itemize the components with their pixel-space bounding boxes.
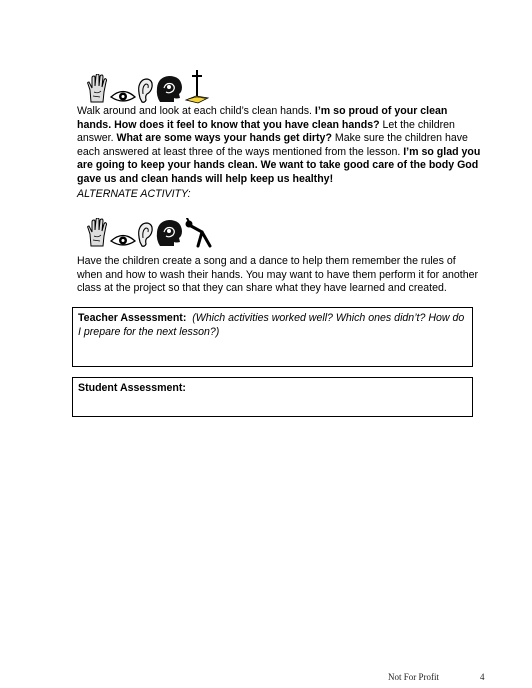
- para1-segment: Make sure the children have each answered at least three of the ways mentioned from the lesson.: [77, 132, 468, 158]
- activity-icons-row-1: [86, 68, 210, 104]
- ear-icon: [136, 222, 154, 248]
- teacher-assessment-prompt: (Which activities worked well? Which ones didn’t? How do I prepare for the next lesson?): [78, 312, 465, 338]
- teacher-assessment-label: Teacher Assessment:: [78, 312, 187, 324]
- para1-segment: Walk around and look at each child’s clean hands.: [77, 105, 315, 117]
- hand-icon: [86, 218, 110, 248]
- alternate-activity-heading: ALTERNATE ACTIVITY:: [77, 188, 191, 200]
- cross-bible-icon: [184, 70, 210, 104]
- para1-segment-bold: What are some ways your hands get dirty?: [116, 132, 332, 145]
- eye-icon: [110, 232, 136, 248]
- para1-segment-bold: I’m so glad you are going to keep your hands clean. We want to take good care of the body God gave us and clean hands will help keep us healthy!: [77, 145, 481, 185]
- page-footer: [388, 672, 488, 682]
- student-assessment-label: Student Assessment:: [78, 382, 186, 394]
- stretching-figure-icon: [184, 218, 212, 248]
- ear-icon: [136, 78, 154, 104]
- page-number: 4: [480, 672, 485, 682]
- eye-icon: [110, 88, 136, 104]
- teacher-assessment-box[interactable]: [72, 307, 473, 367]
- para1-segment-bold: I’m so proud of your clean hands. How does it feel to know that you have clean hands?: [77, 105, 448, 131]
- para1-segment: Let the children answer.: [77, 118, 455, 145]
- activity-icons-row-2: [86, 212, 212, 248]
- alternate-activity-instructions: Have the children create a song and a dance to help them remember the rules of when and how to wash their hands. You may want to have them perform it for another class at the project so that they can share what they have learned and created.: [77, 255, 479, 295]
- head-icon: [154, 74, 184, 104]
- footer-text: Not For Profit: [388, 672, 440, 682]
- hand-icon: [86, 74, 110, 104]
- student-assessment-box[interactable]: [72, 377, 473, 417]
- head-icon: [154, 218, 184, 248]
- activity-instructions: [77, 105, 482, 187]
